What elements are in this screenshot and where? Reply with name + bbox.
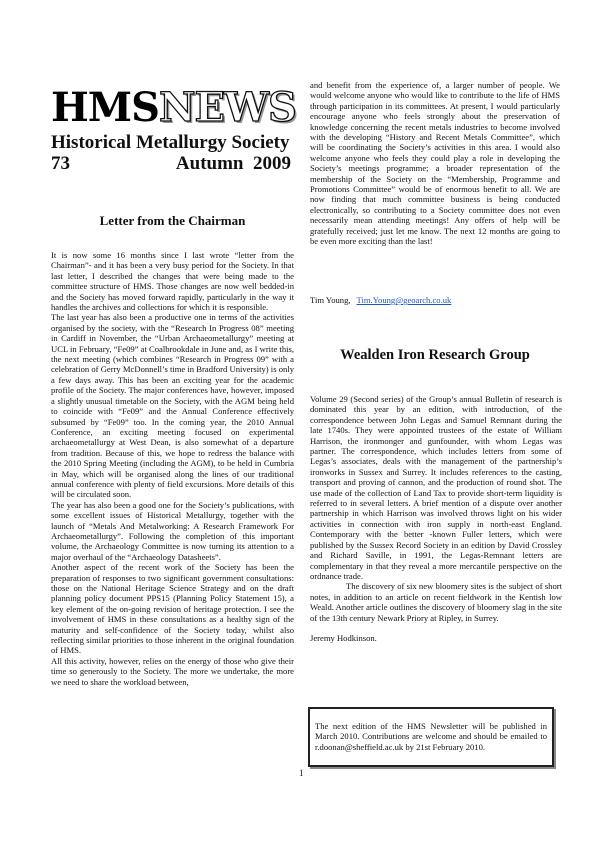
paragraph: Volume 29 (Second series) of the Group’s annual Bulletin of research is dominated this year by an edition, with introduction, of the correspondence between John Legas and Samuel Remnant during the late 1740s. They were appointed trustees of the estate of William Harrison, the ironmonger and gunfounder, with whom Legas was partner. The correspondence, which includes letters from some of Legas’s associates, deals with the management of the partnership’s ironworks in Sussex and Surrey. It includes references to the casting, transport and proving of cannon, and the production of round shot. The use made of the collection of Land Tax to provide short-term liquidity is referred to in several letters. A brief mention of a dispute over another partnership in which Harrison was involved throws light on his wider activities in connection with iron supply in north-east England. Contemporary with the better -known Fuller letters, which were published by the Sussex Record Society in an edition by David Crossley and Richard Saville, in 1991, the Legas-Remnant letters are complementary in that they reveal a more mercantile perspective on the ordnance trade. [310, 394, 562, 581]
chairman-heading: Letter from the Chairman [99, 213, 246, 228]
issue-season: Autumn 2009 [175, 153, 291, 174]
paragraph: and benefit from the experience of, a larger number of people. We would welcome anyone who would like to contribute to the life of HMS through participation in its committees. At present, I would particularly encourage anyone who feels strongly about the preservation of knowledge concerning the recent metals industries to become involved with the developing “History and Recent Metals Committee”, which will be coordinating the Society’s activities in this area. I would also welcome anyone who feels they could play a role in developing the Society’s meetings programme; a broader representation of the membership of the Society on the “Membership, Programme and Promotions Committee” would be of enormous benefit to all. We are now finding that much committee business is being conducted electronically, so contributing to a Society committee does not even necessarily mean attending meetings! Any offers of help will be gratefully received; just let me know. The next 12 months are going to be even more exciting than the last! [310, 80, 560, 247]
paragraph: The year has also been a good one for the Society’s publications, with some excellent issues of Historical Metallurgy, together with the launch of “Metals And Metalworking: A Research Framework For Archaeometallurgy”. Following the completion of this important volume, the Archaeology Committee is now turning its attention to a major overhaul of the “Archaeology Datasheets”. [51, 499, 294, 562]
wealden-body [310, 394, 562, 643]
paragraph: Another aspect of the recent work of the Society has been the preparation of responses to two significant government consultations: those on the National Heritage Science Strategy and on the draft planning policy document PPS15 (Planning Policy Statement 15), a key element of the on-going revision of heritage protection. I see the involvement of HMS in these consultations as a healthy sign of the maturity and self-confidence of the Society today, whilst also reflecting similar priorities to those inherent in the original foundation of HMS. [51, 562, 294, 656]
signature-name: Tim Young, [310, 295, 351, 305]
chairman-signature [310, 295, 451, 305]
chairman-letter-continuation [310, 80, 560, 247]
wealden-signature: Jeremy Hodkinson. [310, 632, 377, 643]
logo-hms: HMS [51, 84, 159, 131]
signature-email-link[interactable]: Tim.Young@geoarch.co.uk [356, 295, 452, 305]
paragraph: The discovery of six new bloomery sites is the subject of short notes, in addition to an article on recent fieldwork in the Kentish low Weald. Another article outlines the discovery of bloomery slag in the site of the 13th century Newark Priory at Ripley, in Surrey. [310, 581, 562, 623]
society-name: Historical Metallurgy Society [51, 132, 290, 153]
issue-number: 73 [51, 153, 70, 174]
notice-text: The next edition of the HMS Newsletter will be published in March 2010. Contributions are welcome and should be emailed to r.doonan@sheffield.ac.uk by 21st February 2010. [315, 721, 547, 752]
paragraph: The last year has also been a productive one in terms of the activities organised by the society, with the “Research In Progress 08” meeting in Cardiff in November, the “Urban Archaeometallurgy” meeting at UCL in February, “Fe09” at Coalbrookdale in June and, as I write this, the next meeting (which combines “Research in Progress 09” with a celebration of Gerry McDonnell’s time in Bradford University) is only a few days away. This has been an exciting year for the academic profile of the Society. The major conferences have, however, imposed a slightly unusual timetable on the Society, with the AGM being held to coincide with “Fe09” and the Annual Conference effectively subsumed by “Fe09” too. In the coming year, the 2010 Annual Conference, an exciting meeting focused on experimental archaeometallurgy at West Dean, is also somewhat of a departure from tradition. Because of this, we hope to redress the balance with the 2010 Spring Meeting (including the AGM), to be held in Cumbria in May, which will be organised along the lines of our traditional annual conference with plenty of field excursions. More details of this will be circulated soon. [51, 312, 294, 500]
paragraph: It is now some 16 months since I last wrote “letter from the Chairman”- and it has been a very busy period for the Society. In that last letter, I described the changes that were being made to the committee structure of HMS. Those changes are now well bedded-in and the Society has moved forward rapidly, particularly in the way it handles the archives and collections for which it is responsible. [51, 250, 294, 313]
logo-news: NEWS [158, 84, 296, 131]
masthead-logo [51, 86, 296, 130]
chairman-letter-body [51, 250, 294, 687]
next-edition-notice-box [308, 707, 554, 767]
paragraph: All this activity, however, relies on the energy of those who give their time so generously to the Society. The more we undertake, the more we need to share the workload between, [51, 655, 294, 687]
page-number: 1 [299, 768, 304, 778]
wealden-heading: Wealden Iron Research Group [340, 347, 530, 363]
